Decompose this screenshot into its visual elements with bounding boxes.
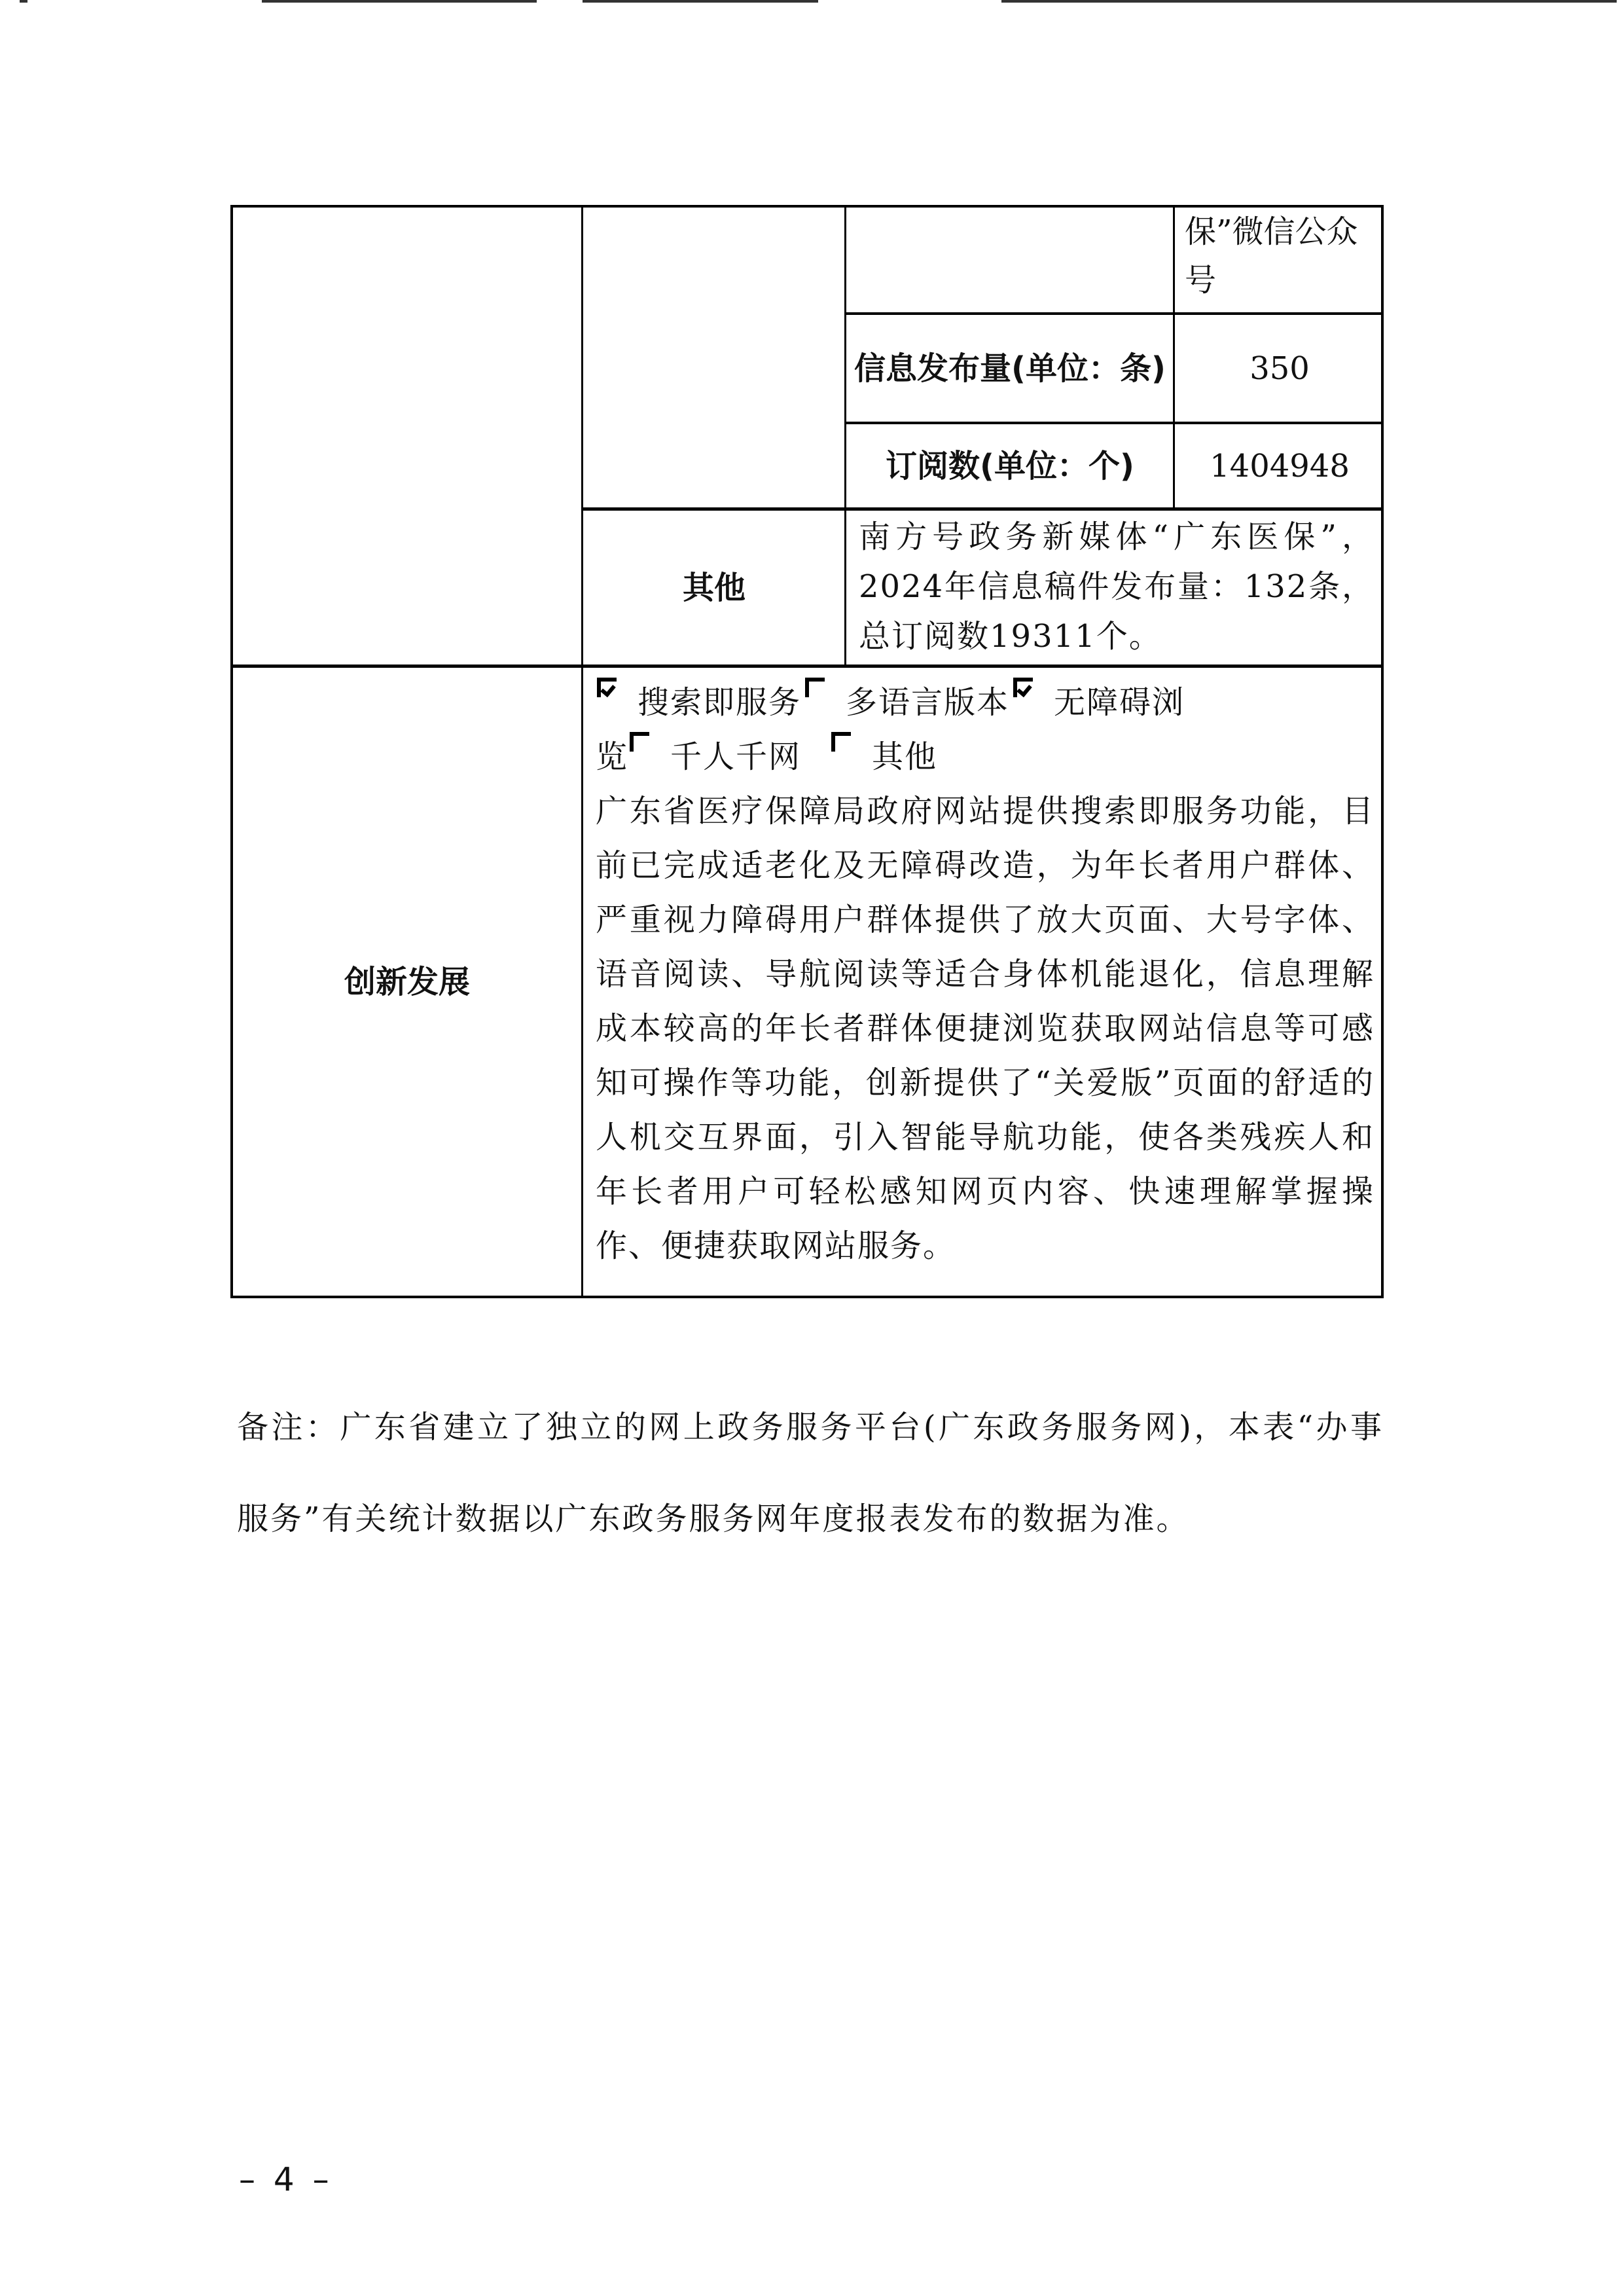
info-published-value: 350 (1249, 350, 1310, 387)
subscribers-label-cell (847, 424, 1173, 507)
subscribers-value-cell (1176, 424, 1384, 507)
table-divider (844, 208, 846, 666)
checkbox-accessibility[interactable] (1013, 678, 1033, 697)
other-content-cell (847, 511, 1384, 665)
option-accessibility-label-cont: 览 (596, 738, 629, 775)
feature-options-line-2 (596, 730, 1375, 784)
option-multilingual-label: 多语言版本 (846, 684, 1010, 721)
info-published-label: 信息发布量(单位：条) (854, 350, 1166, 387)
page-number-text: – 4 – (239, 2160, 333, 2198)
subscribers-value: 1404948 (1210, 447, 1350, 484)
other-label: 其他 (682, 569, 746, 606)
notes-text: 备注：广东省建立了独立的网上政务服务平台(广东政务服务网)，本表“办事服务”有关统计数据以广东政务服务网年度报表发布的数据为准。 (237, 1409, 1384, 1537)
checkbox-search-service[interactable] (597, 678, 617, 697)
info-published-value-cell (1176, 315, 1384, 422)
table-divider (1173, 208, 1175, 509)
feature-options-line-1 (596, 676, 1375, 730)
option-accessibility-label: 无障碍浏 (1054, 684, 1185, 721)
notes-paragraph (237, 1381, 1384, 1565)
innovation-content (596, 676, 1375, 1273)
page-number (239, 2160, 333, 2198)
innovation-content-cell (584, 668, 1384, 1296)
checkbox-personalized-web[interactable] (630, 732, 649, 752)
option-search-service-label: 搜索即服务 (638, 684, 802, 721)
innovation-description: 广东省医疗保障局政府网站提供搜索即服务功能，目前已完成适老化及无障碍改造，为年长者用户群体、严重视力障碍用户群体提供了放大页面、大号字体、语音阅读、导航阅读等适合身体机能退化，信息理解成本较高的年长者群体便捷浏览获取网站信息等可感知可操作等功能，创新提供了“关爱版”页面的舒适的人机交互界面，引入智能导航功能，使各类残疾人和年长者用户可轻松感知网页内容、快速理解掌握操作、便捷获取网站服务。 (596, 793, 1375, 1264)
option-other-label: 其他 (872, 738, 938, 775)
innovation-label: 创新发展 (344, 963, 470, 1000)
innovation-label-cell (233, 668, 581, 1296)
info-published-label-cell (847, 315, 1173, 422)
other-content: 南方号政务新媒体“广东医保”，2024年信息稿件发布量：132条，总订阅数19311个。 (859, 519, 1375, 655)
wechat-account-name: 保”微信公众号 (1185, 213, 1358, 299)
subscribers-label: 订阅数(单位：个) (886, 447, 1134, 484)
scan-artifact (0, 0, 1618, 4)
checkbox-multilingual[interactable] (805, 678, 825, 697)
option-personalized-web-label: 千人千网 (670, 738, 802, 775)
report-table (230, 205, 1384, 1298)
other-label-cell (584, 511, 844, 665)
checkbox-other[interactable] (831, 732, 851, 752)
table-divider (581, 208, 583, 1296)
wechat-name-cell (1176, 208, 1384, 312)
